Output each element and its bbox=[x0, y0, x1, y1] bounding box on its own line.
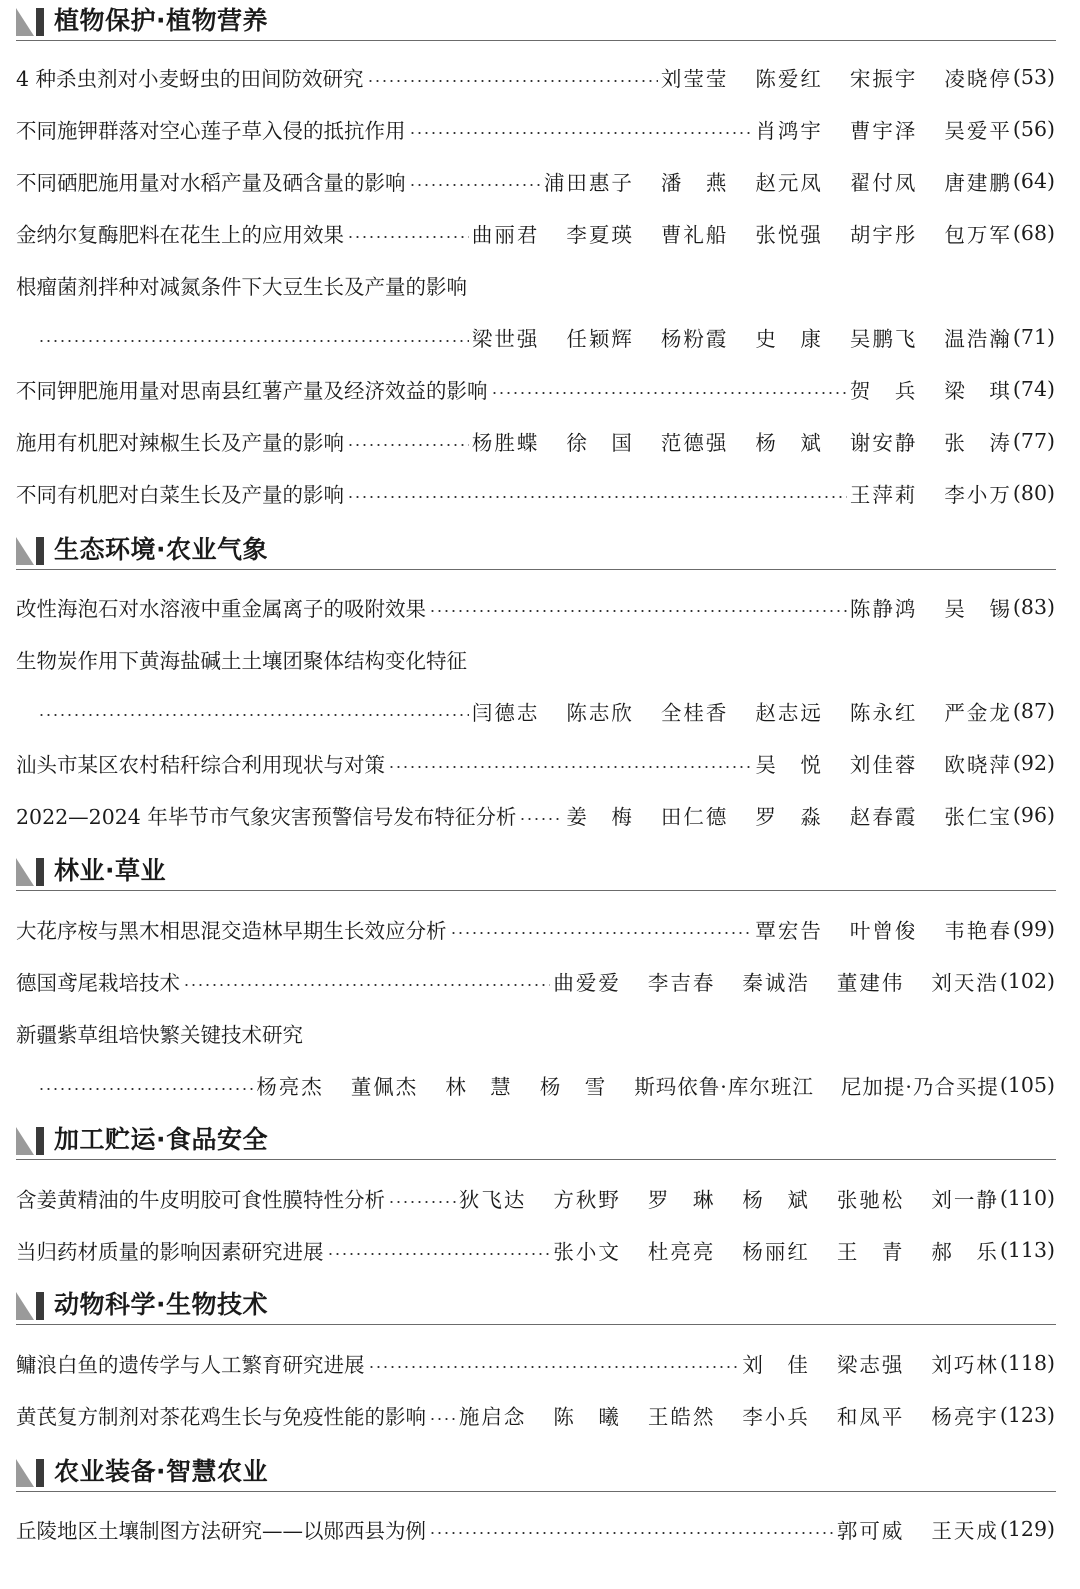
toc-entry[interactable] bbox=[16, 213, 1055, 253]
entry-authors bbox=[566, 800, 1012, 830]
entry-authors bbox=[553, 966, 999, 996]
page-number: (80) bbox=[1012, 481, 1055, 505]
leader-dots bbox=[368, 1365, 740, 1369]
author: 秦诚浩 bbox=[742, 971, 810, 995]
section-marker-icon bbox=[16, 1459, 46, 1487]
author: 刘佳蓉 bbox=[849, 753, 918, 777]
page-number: (129) bbox=[999, 1517, 1055, 1541]
section-header bbox=[16, 529, 1056, 570]
toc-entry[interactable] bbox=[16, 1230, 1055, 1270]
author: 刘巧林 bbox=[931, 1353, 999, 1377]
leader-dots bbox=[347, 443, 469, 447]
author: 陈静鸿 bbox=[849, 597, 918, 621]
author: 陈永红 bbox=[849, 701, 918, 725]
leader-dots bbox=[367, 79, 658, 83]
toc-entry[interactable] bbox=[16, 1395, 1055, 1435]
entry-title: 丘陵地区土壤制图方法研究——以郧西县为例 bbox=[16, 1519, 426, 1543]
section-marker-icon bbox=[16, 1127, 46, 1155]
author: 姜 梅 bbox=[566, 805, 634, 829]
entry-title: 不同硒肥施用量对水稻产量及硒含量的影响 bbox=[16, 171, 406, 195]
author: 王天成 bbox=[931, 1519, 999, 1543]
toc-entry-title-line[interactable] bbox=[16, 265, 1055, 305]
page-number: (113) bbox=[999, 1238, 1055, 1262]
entry-title: 施用有机肥对辣椒生长及产量的影响 bbox=[16, 431, 344, 455]
section-marker-icon bbox=[16, 537, 46, 565]
author: 任颖辉 bbox=[566, 327, 634, 351]
author: 杜亮亮 bbox=[647, 1240, 716, 1264]
author: 刘一静 bbox=[931, 1188, 999, 1212]
author: 杨亮杰 bbox=[256, 1075, 324, 1099]
entry-authors bbox=[553, 1235, 999, 1265]
author: 尼加提·乃合买提 bbox=[840, 1075, 999, 1099]
author: 陈 曦 bbox=[553, 1405, 621, 1429]
leader-dots bbox=[429, 1417, 456, 1421]
toc-entry[interactable] bbox=[16, 743, 1055, 783]
author: 范德强 bbox=[660, 431, 729, 455]
author: 吴 悦 bbox=[755, 753, 823, 777]
author: 韦艳春 bbox=[944, 919, 1012, 943]
author: 张 涛 bbox=[944, 431, 1012, 455]
section-title: 动物科学·生物技术 bbox=[54, 1290, 268, 1319]
entry-title: 大花序桉与黑木相思混交造林早期生长效应分析 bbox=[16, 919, 447, 943]
page-number: (87) bbox=[1012, 699, 1055, 723]
toc-entry[interactable] bbox=[16, 369, 1055, 409]
author: 王萍莉 bbox=[849, 483, 918, 507]
entry-title: 生物炭作用下黄海盐碱土土壤团聚体结构变化特征 bbox=[16, 649, 467, 673]
author: 王皓然 bbox=[647, 1405, 716, 1429]
entry-title: 不同钾肥施用量对思南县红薯产量及经济效益的影响 bbox=[16, 379, 488, 403]
author: 宋振宇 bbox=[849, 67, 918, 91]
author: 赵春霞 bbox=[849, 805, 918, 829]
entry-authors bbox=[544, 166, 1012, 196]
toc-entry-continuation[interactable] bbox=[38, 691, 1055, 731]
author: 曲丽君 bbox=[471, 223, 540, 247]
author: 董建伟 bbox=[836, 971, 905, 995]
page-number: (110) bbox=[999, 1186, 1055, 1210]
entry-title: 金纳尔复酶肥料在花生上的应用效果 bbox=[16, 223, 344, 247]
section-header bbox=[16, 1119, 1056, 1160]
section-title: 加工贮运·食品安全 bbox=[54, 1125, 268, 1154]
page-number: (53) bbox=[1012, 65, 1055, 89]
entry-authors bbox=[661, 62, 1012, 92]
toc-entry-continuation[interactable] bbox=[38, 1065, 1055, 1105]
entry-authors bbox=[850, 592, 1012, 622]
toc-entry[interactable] bbox=[16, 961, 1055, 1001]
entry-title: 不同有机肥对白菜生长及产量的影响 bbox=[16, 483, 344, 507]
author: 张驰松 bbox=[836, 1188, 905, 1212]
page-number: (105) bbox=[999, 1073, 1055, 1097]
toc-entry[interactable] bbox=[16, 909, 1055, 949]
author: 刘天浩 bbox=[931, 971, 999, 995]
toc-entry[interactable] bbox=[16, 1178, 1055, 1218]
toc-entry[interactable] bbox=[16, 161, 1055, 201]
author: 吴 锡 bbox=[944, 597, 1012, 621]
leader-dots bbox=[38, 1087, 253, 1091]
section-marker-icon bbox=[16, 858, 46, 886]
author: 罗 琳 bbox=[647, 1188, 716, 1212]
author: 温浩瀚 bbox=[944, 327, 1012, 351]
entry-authors bbox=[755, 114, 1012, 144]
author: 梁 琪 bbox=[944, 379, 1012, 403]
section-title: 农业装备·智慧农业 bbox=[54, 1457, 268, 1486]
toc-entry[interactable] bbox=[16, 57, 1055, 97]
author: 史 康 bbox=[755, 327, 823, 351]
page-number: (92) bbox=[1012, 751, 1055, 775]
leader-dots bbox=[388, 765, 752, 769]
entry-authors bbox=[459, 1400, 999, 1430]
section-header bbox=[16, 1284, 1056, 1325]
section-marker-icon bbox=[16, 1292, 46, 1320]
author: 杨 斌 bbox=[755, 431, 823, 455]
author: 徐 国 bbox=[566, 431, 634, 455]
author: 赵元凤 bbox=[755, 171, 823, 195]
leader-dots bbox=[429, 609, 847, 613]
leader-dots bbox=[38, 713, 469, 717]
entry-authors bbox=[755, 914, 1012, 944]
author: 张仁宝 bbox=[944, 805, 1012, 829]
author: 杨亮宇 bbox=[931, 1405, 999, 1429]
toc-entry[interactable] bbox=[16, 1343, 1055, 1383]
author: 梁世强 bbox=[471, 327, 540, 351]
page-number: (77) bbox=[1012, 429, 1055, 453]
author: 梁志强 bbox=[836, 1353, 905, 1377]
author: 严金龙 bbox=[944, 701, 1012, 725]
leader-dots bbox=[347, 235, 469, 239]
author: 王 青 bbox=[836, 1240, 905, 1264]
author: 方秋野 bbox=[553, 1188, 621, 1212]
toc-entry-title-line[interactable] bbox=[16, 639, 1055, 679]
toc-entry-continuation[interactable] bbox=[38, 317, 1055, 357]
author: 林 慧 bbox=[445, 1075, 513, 1099]
page-number: (64) bbox=[1012, 169, 1055, 193]
leader-dots bbox=[347, 495, 847, 499]
author: 包万军 bbox=[944, 223, 1012, 247]
author: 郭可威 bbox=[836, 1519, 905, 1543]
entry-title: 根瘤菌剂拌种对减氮条件下大豆生长及产量的影响 bbox=[16, 275, 467, 299]
entry-title: 鳙浪白鱼的遗传学与人工繁育研究进展 bbox=[16, 1353, 365, 1377]
entry-title: 改性海泡石对水溶液中重金属离子的吸附效果 bbox=[16, 597, 426, 621]
author: 赵志远 bbox=[755, 701, 823, 725]
entry-title: 含姜黄精油的牛皮明胶可食性膜特性分析 bbox=[16, 1188, 385, 1212]
author: 欧晓萍 bbox=[944, 753, 1012, 777]
author: 曹礼船 bbox=[660, 223, 729, 247]
author: 肖鸿宇 bbox=[755, 119, 823, 143]
author: 杨粉霞 bbox=[660, 327, 729, 351]
author: 谢安静 bbox=[849, 431, 918, 455]
author: 吴鹏飞 bbox=[849, 327, 918, 351]
section-header bbox=[16, 0, 1056, 41]
page-number: (71) bbox=[1012, 325, 1055, 349]
author: 陈志欣 bbox=[566, 701, 634, 725]
author: 李小万 bbox=[944, 483, 1012, 507]
author: 杨 雪 bbox=[539, 1075, 608, 1099]
author: 罗 淼 bbox=[755, 805, 823, 829]
author: 田仁德 bbox=[660, 805, 729, 829]
toc-entry[interactable] bbox=[16, 473, 1055, 513]
page-number: (102) bbox=[999, 969, 1055, 993]
author: 刘 佳 bbox=[742, 1353, 810, 1377]
entry-authors bbox=[472, 696, 1012, 726]
author: 贺 兵 bbox=[849, 379, 918, 403]
author: 李夏瑛 bbox=[566, 223, 634, 247]
page-number: (68) bbox=[1012, 221, 1055, 245]
author: 狄飞达 bbox=[458, 1188, 527, 1212]
entry-title: 黄芪复方制剂对茶花鸡生长与免疫性能的影响 bbox=[16, 1405, 426, 1429]
toc-entry[interactable] bbox=[16, 1509, 1055, 1549]
entry-authors bbox=[850, 478, 1012, 508]
author: 李吉春 bbox=[647, 971, 716, 995]
author: 曲爱爱 bbox=[553, 971, 621, 995]
page-number: (123) bbox=[999, 1403, 1055, 1427]
entry-title: 汕头市某区农村秸秆综合利用现状与对策 bbox=[16, 753, 385, 777]
toc-entry[interactable] bbox=[16, 795, 1055, 835]
entry-authors bbox=[472, 322, 1012, 352]
entry-authors bbox=[472, 426, 1012, 456]
author: 和凤平 bbox=[836, 1405, 905, 1429]
author: 闫德志 bbox=[471, 701, 540, 725]
entry-authors bbox=[459, 1183, 999, 1213]
entry-authors bbox=[742, 1348, 999, 1378]
entry-title: 4 种杀虫剂对小麦蚜虫的田间防效研究 bbox=[16, 67, 364, 91]
author: 刘莹莹 bbox=[660, 67, 729, 91]
author: 张小文 bbox=[553, 1240, 621, 1264]
entry-authors bbox=[755, 748, 1012, 778]
toc-entry[interactable] bbox=[16, 109, 1055, 149]
author: 张悦强 bbox=[755, 223, 823, 247]
toc-entry-title-line[interactable] bbox=[16, 1013, 1055, 1053]
author: 吴爱平 bbox=[944, 119, 1012, 143]
page-number: (56) bbox=[1012, 117, 1055, 141]
section-marker-icon bbox=[16, 8, 46, 36]
author: 杨 斌 bbox=[742, 1188, 810, 1212]
leader-dots bbox=[519, 817, 563, 821]
page-number: (74) bbox=[1012, 377, 1055, 401]
section-title: 林业·草业 bbox=[54, 856, 166, 885]
entry-authors bbox=[472, 218, 1012, 248]
author: 潘 燕 bbox=[660, 171, 729, 195]
author: 李小兵 bbox=[742, 1405, 810, 1429]
author: 浦田惠子 bbox=[543, 171, 634, 195]
author: 斯玛依鲁·库尔班江 bbox=[634, 1075, 814, 1099]
author: 陈爱红 bbox=[755, 67, 823, 91]
leader-dots bbox=[450, 931, 753, 935]
author: 全桂香 bbox=[660, 701, 729, 725]
author: 唐建鹏 bbox=[944, 171, 1012, 195]
page-number: (118) bbox=[999, 1351, 1055, 1375]
author: 覃宏告 bbox=[755, 919, 823, 943]
entry-authors bbox=[256, 1070, 999, 1100]
toc-entry[interactable] bbox=[16, 421, 1055, 461]
section-title: 植物保护·植物营养 bbox=[54, 6, 268, 35]
section-title: 生态环境·农业气象 bbox=[54, 535, 268, 564]
leader-dots bbox=[491, 391, 847, 395]
section-header bbox=[16, 850, 1056, 891]
author: 杨胜蝶 bbox=[471, 431, 540, 455]
leader-dots bbox=[409, 131, 753, 135]
entry-title: 新疆紫草组培快繁关键技术研究 bbox=[16, 1023, 303, 1047]
section-header bbox=[16, 1451, 1056, 1492]
author: 曹宇泽 bbox=[849, 119, 918, 143]
author: 杨丽红 bbox=[742, 1240, 810, 1264]
leader-dots bbox=[409, 183, 541, 187]
author: 叶曾俊 bbox=[849, 919, 918, 943]
leader-dots bbox=[429, 1531, 834, 1535]
leader-dots bbox=[183, 983, 550, 987]
entry-title: 2022—2024 年毕节市气象灾害预警信号发布特征分析 bbox=[16, 805, 517, 829]
entry-authors bbox=[850, 374, 1012, 404]
leader-dots bbox=[388, 1200, 456, 1204]
leader-dots bbox=[38, 339, 469, 343]
author: 郝 乐 bbox=[931, 1240, 999, 1264]
leader-dots bbox=[327, 1252, 551, 1256]
page-number: (96) bbox=[1012, 803, 1055, 827]
entry-authors bbox=[837, 1514, 999, 1544]
toc-entry[interactable] bbox=[16, 587, 1055, 627]
page-number: (83) bbox=[1012, 595, 1055, 619]
entry-title: 当归药材质量的影响因素研究进展 bbox=[16, 1240, 324, 1264]
author: 凌晓停 bbox=[944, 67, 1012, 91]
entry-title: 不同施钾群落对空心莲子草入侵的抵抗作用 bbox=[16, 119, 406, 143]
page-number: (99) bbox=[1012, 917, 1055, 941]
author: 董佩杰 bbox=[350, 1075, 419, 1099]
entry-title: 德国鸢尾栽培技术 bbox=[16, 971, 180, 995]
author: 胡宇彤 bbox=[849, 223, 918, 247]
author: 施启念 bbox=[458, 1405, 527, 1429]
author: 翟付凤 bbox=[849, 171, 918, 195]
